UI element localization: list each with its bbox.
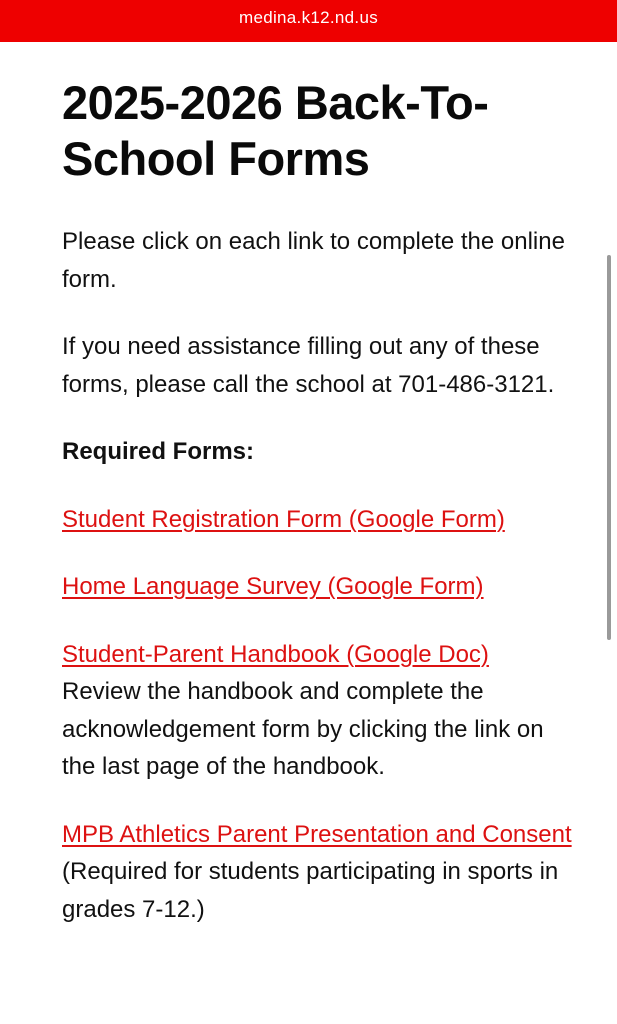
intro-text: Please click on each link to complete the online form. xyxy=(62,228,565,293)
student-parent-handbook-link[interactable]: Student-Parent Handbook (Google Doc) xyxy=(62,640,489,668)
browser-url-bar[interactable] xyxy=(0,0,617,42)
form-item-language-survey xyxy=(62,568,572,606)
form-item-athletics xyxy=(62,816,572,929)
form-item-registration xyxy=(62,501,572,539)
page-content xyxy=(62,42,572,928)
required-forms-heading: Required Forms: xyxy=(62,438,255,465)
page-title: 2025-2026 Back-To-School Forms xyxy=(62,76,489,185)
athletics-consent-link[interactable]: MPB Athletics Parent Presentation and Consent xyxy=(62,820,572,848)
handbook-note: Review the handbook and complete the acknowledgement form by clicking the link on the last page of the handbook. xyxy=(62,678,544,780)
scrollbar[interactable] xyxy=(607,255,611,640)
home-language-survey-link[interactable]: Home Language Survey (Google Form) xyxy=(62,573,484,600)
form-item-handbook xyxy=(62,636,572,786)
athletics-note: (Required for students participating in sports in grades 7-12.) xyxy=(62,858,559,923)
assistance-text: If you need assistance filling out any of these forms, please call the school at 701-486-3121. xyxy=(62,333,555,398)
url-text[interactable]: medina.k12.nd.us xyxy=(239,8,378,27)
student-registration-form-link[interactable]: Student Registration Form (Google Form) xyxy=(62,505,505,533)
